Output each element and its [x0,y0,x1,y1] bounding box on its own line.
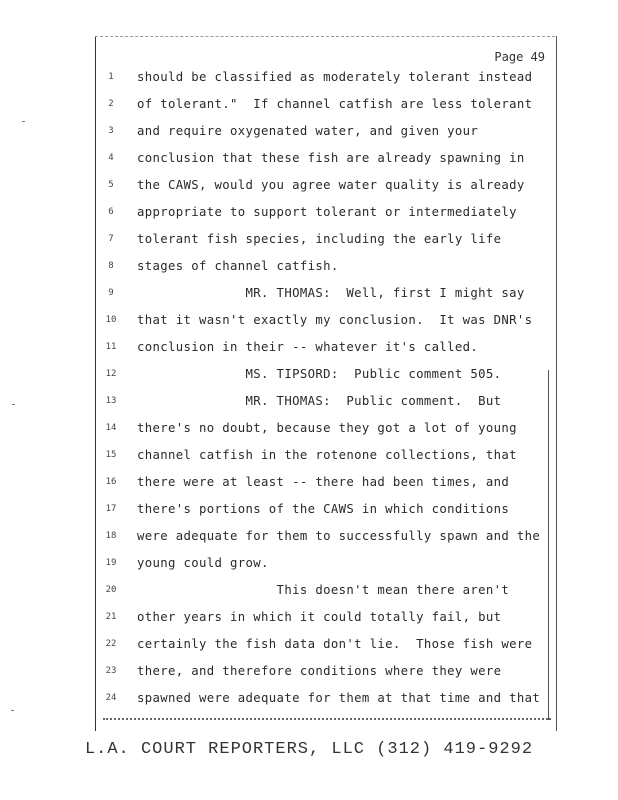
line-number: 1 [108,72,114,82]
transcript-line [95,285,555,305]
line-text: stages of channel catfish. [137,259,339,273]
transcript-line [95,96,555,116]
margin-mark [12,404,15,405]
line-text: This doesn't mean there aren't [137,583,510,597]
transcript-line [95,501,555,521]
transcript-line [95,177,555,197]
transcript-line [95,150,555,170]
line-text: of tolerant." If channel catfish are less tolerant [137,97,533,111]
line-text: that it wasn't exactly my conclusion. It was DNR's [137,313,533,327]
line-number: 23 [105,666,117,676]
line-text: the CAWS, would you agree water quality is already [137,178,525,192]
line-text: appropriate to support tolerant or intermediately [137,205,517,219]
line-text: channel catfish in the rotenone collections, that [137,448,517,462]
line-text: MR. THOMAS: Well, first I might say [137,286,525,300]
page-number: Page 49 [494,50,545,64]
line-text: were adequate for them to successfully spawn and the [137,529,541,543]
line-number: 17 [105,504,117,514]
transcript-line [95,474,555,494]
line-text: MR. THOMAS: Public comment. But [137,394,502,408]
transcript-line [95,204,555,224]
transcript-line [95,420,555,440]
line-text: spawned were adequate for them at that time and that [137,691,541,705]
transcript-line [95,636,555,656]
line-number: 13 [105,396,117,406]
line-text: and require oxygenated water, and given your [137,124,479,138]
line-number: 15 [105,450,117,460]
line-number: 6 [108,207,114,217]
line-text: conclusion in their -- whatever it's called. [137,340,479,354]
line-text: young could grow. [137,556,269,570]
line-text: conclusion that these fish are already spawning in [137,151,525,165]
line-text: there's no doubt, because they got a lot of young [137,421,517,435]
top-rule [95,36,555,37]
line-number: 7 [108,234,114,244]
line-number: 5 [108,180,114,190]
transcript-line [95,393,555,413]
transcript-line [95,663,555,683]
transcript-line [95,339,555,359]
line-text: certainly the fish data don't lie. Those fish were [137,637,533,651]
line-text: tolerant fish species, including the early life [137,232,502,246]
transcript-line [95,258,555,278]
line-number: 2 [108,99,114,109]
transcript-line [95,582,555,602]
line-number: 3 [108,126,114,136]
transcript-line [95,312,555,332]
line-number: 9 [108,288,114,298]
line-number: 21 [105,612,117,622]
transcript-line [95,447,555,467]
line-number: 24 [105,693,117,703]
transcript-line [95,231,555,251]
line-number: 8 [108,261,114,271]
line-number: 4 [108,153,114,163]
line-text: there were at least -- there had been times, and [137,475,510,489]
transcript-line [95,123,555,143]
line-number: 22 [105,639,117,649]
line-text: there's portions of the CAWS in which conditions [137,502,510,516]
transcript-line [95,366,555,386]
line-number: 10 [105,315,117,325]
line-number: 14 [105,423,117,433]
line-number: 20 [105,585,117,595]
line-number: 18 [105,531,117,541]
transcript-line [95,690,555,710]
line-text: should be classified as moderately tolerant instead [137,70,533,84]
court-reporter-footer: L.A. COURT REPORTERS, LLC (312) 419-9292 [84,740,534,759]
transcript-line [95,528,555,548]
line-number: 19 [105,558,117,568]
margin-mark [11,710,14,711]
line-text: there, and therefore conditions where they were [137,664,502,678]
bottom-rule [103,718,551,720]
line-number: 12 [105,369,117,379]
transcript-line [95,555,555,575]
line-text: MS. TIPSORD: Public comment 505. [137,367,502,381]
line-number: 16 [105,477,117,487]
margin-mark [22,121,25,122]
line-text: other years in which it could totally fail, but [137,610,502,624]
line-number: 11 [105,342,117,352]
transcript-line [95,69,555,89]
transcript-line [95,609,555,629]
